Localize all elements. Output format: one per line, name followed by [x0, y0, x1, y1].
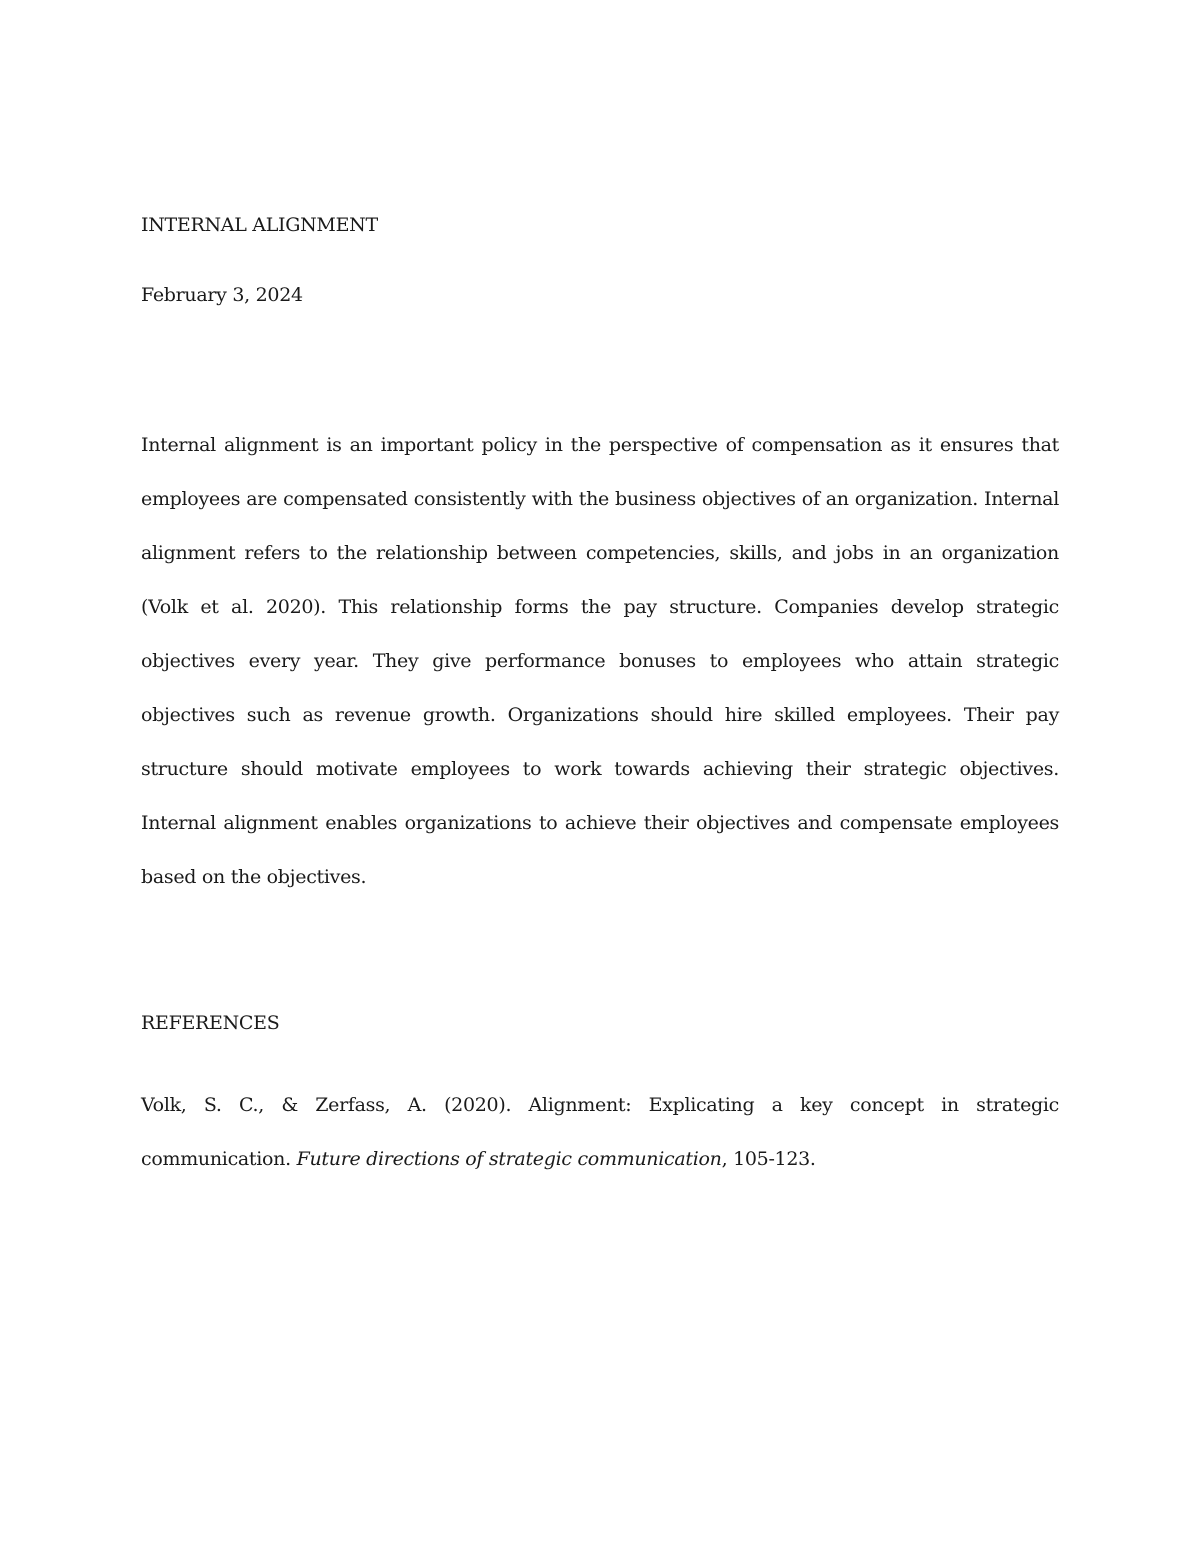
body-line: objectives every year. They give performance bonuses to employees who attain strategic: [141, 650, 1059, 672]
body-line: Internal alignment is an important policy in the perspective of compensation as it ensures that: [141, 434, 1059, 456]
body-line: structure should motivate employees to work towards achieving their strategic objectives.: [141, 758, 1059, 780]
body-line: alignment refers to the relationship between competencies, skills, and jobs in an organization: [141, 542, 1059, 564]
reference-suffix: , 105-123.: [721, 1148, 816, 1170]
body-line: (Volk et al. 2020). This relationship forms the pay structure. Companies develop strategic: [141, 596, 1059, 618]
reference-source-title: Future directions of strategic communication: [296, 1148, 722, 1170]
reference-prefix: communication.: [141, 1148, 297, 1170]
body-line: objectives such as revenue growth. Organizations should hire skilled employees. Their pay: [141, 704, 1059, 726]
body-paragraph: [141, 418, 1059, 904]
document-title: INTERNAL ALIGNMENT: [141, 214, 378, 236]
body-line: Internal alignment enables organizations to achieve their objectives and compensate employees: [141, 812, 1059, 834]
body-line: employees are compensated consistently with the business objectives of an organization. Internal: [141, 488, 1059, 510]
reference-line: [141, 1132, 1059, 1186]
document-content: [141, 210, 1059, 1186]
document-date: February 3, 2024: [141, 284, 303, 306]
references-heading: REFERENCES: [141, 1012, 280, 1034]
body-line: based on the objectives.: [141, 866, 367, 888]
reference-line: Volk, S. C., & Zerfass, A. (2020). Alignment: Explicating a key concept in strategic: [141, 1094, 1059, 1116]
reference-entry: [141, 1078, 1059, 1186]
